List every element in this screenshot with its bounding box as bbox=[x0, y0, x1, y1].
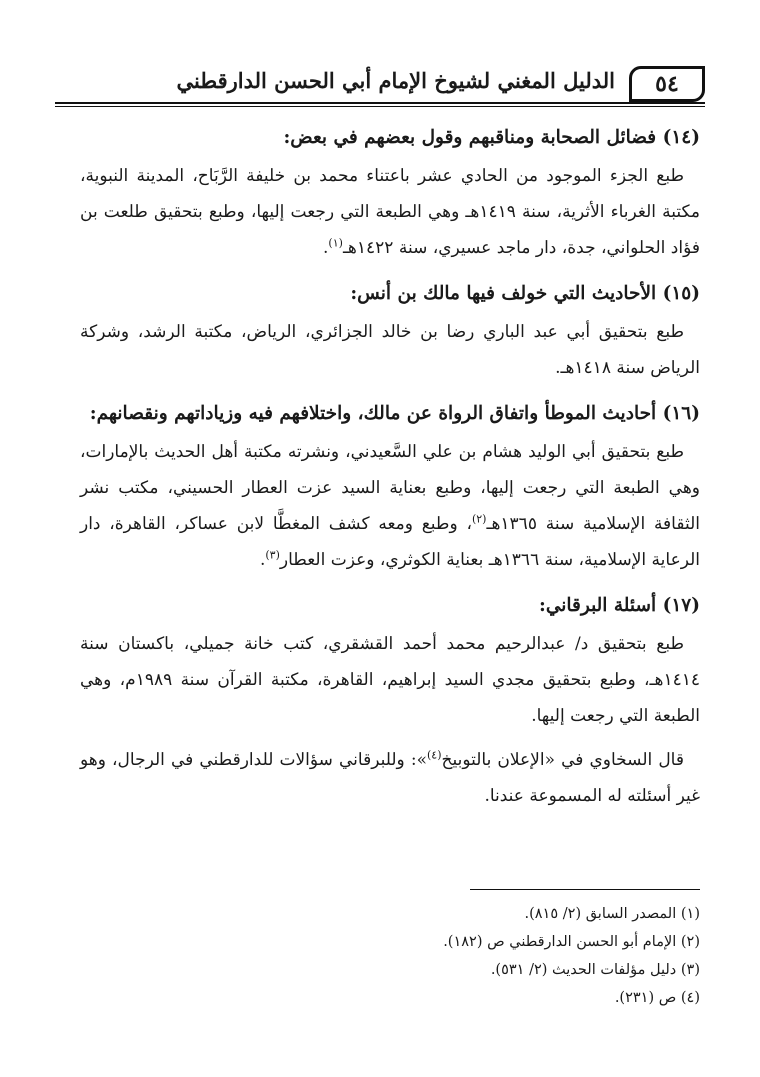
footnote-4: (٤) ص (٢٣١). bbox=[614, 990, 700, 1006]
section-heading-17: (١٧) أسئلة البرقاني: bbox=[539, 595, 700, 616]
paragraph-text: طبع الجزء الموجود من الحادي عشر باعتناء محمد بن خليفة الرَّبَاح، المدينة النبوية، مكتبة الغرباء الأثرية، سنة ١٤١٩هـ وهي الطبعة التي رجعت إليها، وطبع بتحقيق طلعت بن فؤاد الحلواني، جدة، دار ماجد عسيري، سنة ١٤٢٢هـ bbox=[80, 166, 701, 258]
footnote-ref-2[interactable]: (٢) bbox=[471, 512, 487, 526]
footnote-3: (٣) دليل مؤلفات الحديث (٢/ ٥٣١). bbox=[490, 962, 700, 978]
section-text-17: طبع بتحقيق د/ عبدالرحيم محمد أحمد القشقري، كتب خانة جميلي، باكستان سنة ١٤١٤هـ، وطبع بتحقيق مجدي السيد إبراهيم، القاهرة، مكتبة القرآن سنة ١٩٨٩م، وهي الطبعة التي رجعت إليها. bbox=[80, 634, 700, 726]
paragraph-tail: . bbox=[323, 238, 329, 258]
section-text-16 bbox=[80, 434, 700, 578]
closing-paragraph bbox=[80, 742, 700, 814]
footnote-2: (٢) الإمام أبو الحسن الدارقطني ص (١٨٢). bbox=[443, 934, 700, 950]
section-heading-16: (١٦) أحاديث الموطأ واتفاق الرواة عن مالك، واختلافهم فيه وزياداتهم ونقصانهم: bbox=[89, 403, 700, 424]
section-text-15: طبع بتحقيق أبي عبد الباري رضا بن خالد الجزائري، الرياض، مكتبة الرشد، وشركة الرياض سنة ١٤١٨هـ. bbox=[80, 322, 700, 378]
paragraph-text: قال السخاوي في «الإعلان بالتوبيخ bbox=[441, 750, 684, 770]
running-title: الدليل المغني لشيوخ الإمام أبي الحسن الدارقطني bbox=[176, 68, 615, 93]
footnote-separator bbox=[470, 889, 700, 890]
footnotes bbox=[80, 900, 700, 1012]
section-heading-14: (١٤) فضائل الصحابة ومناقبهم وقول بعضهم في بعض: bbox=[283, 127, 700, 148]
page-body bbox=[80, 118, 700, 822]
header-rule bbox=[55, 102, 705, 104]
page-number: ٥٤ bbox=[629, 66, 705, 102]
footnote-ref-1[interactable]: (١) bbox=[328, 236, 343, 250]
footnote-ref-3[interactable]: (٣) bbox=[265, 548, 280, 562]
footnote-1: (١) المصدر السابق (٢/ ٨١٥). bbox=[524, 906, 700, 922]
paragraph-text: طبع بتحقيق أبي الوليد هشام بن علي السَّعيدني، ونشرته مكتبة أهل الحديث بالإمارات، وهي الطبعة التي رجعت إليها، وطبع بعناية السيد عزت العطار الحسيني، مكتب نشر الثقافة الإسلامية سنة ١٣٦٥هـ bbox=[80, 442, 700, 534]
paragraph-text-cont: »: وللبرقاني سؤالات للدارقطني في الرجال، وهو غير أسئلته له المسموعة عندنا. bbox=[80, 750, 700, 806]
paragraph-tail: . bbox=[259, 550, 266, 570]
footnote-ref-4[interactable]: (٤) bbox=[426, 748, 442, 762]
page-header bbox=[55, 62, 705, 104]
paragraph-text-cont: ، وطبع ومعه كشف المغطَّا لابن عساكر، القاهرة، دار الرعاية الإسلامية، سنة ١٣٦٦هـ بعناية الكوثري، وعزت العطار bbox=[80, 514, 700, 570]
section-heading-15: (١٥) الأحاديث التي خولف فيها مالك بن أنس: bbox=[350, 283, 700, 304]
header-rule-thin bbox=[55, 106, 705, 107]
section-text-14 bbox=[80, 158, 700, 266]
